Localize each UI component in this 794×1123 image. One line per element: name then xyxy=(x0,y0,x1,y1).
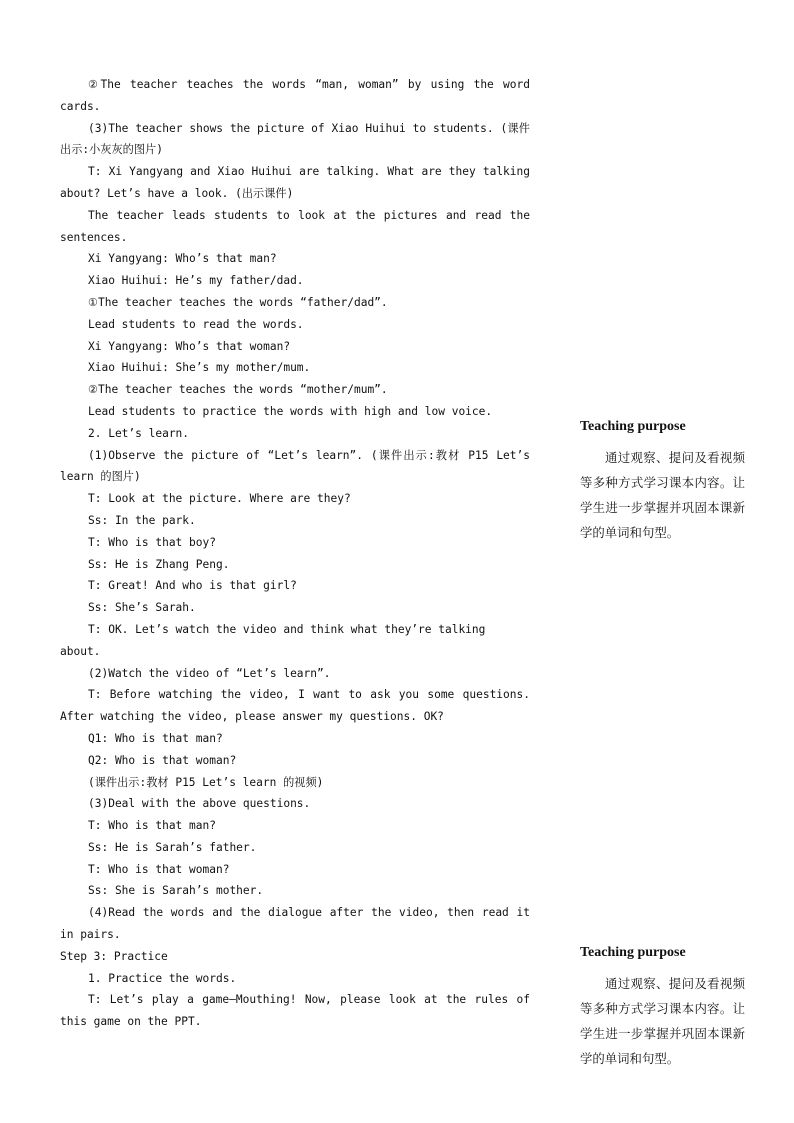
lesson-paragraph: Ss: He is Sarah’s father. xyxy=(88,840,257,854)
lesson-paragraph: T: Let’s play a game—Mouthing! Now, please look at the rules of this game on the PPT. xyxy=(60,993,530,1029)
lesson-paragraph: (2)Watch the video of “Let’s learn”. xyxy=(88,666,331,680)
lesson-paragraph: Ss: She is Sarah’s mother. xyxy=(88,884,264,898)
lesson-paragraph: T: Who is that man? xyxy=(88,819,216,833)
lesson-paragraph: ②The teacher teaches the words “man, woman” by using the word cards. xyxy=(60,78,530,113)
teaching-purpose-note xyxy=(580,945,745,1071)
lesson-paragraph: 2. Let’s learn. xyxy=(88,426,190,440)
lesson-paragraph: Xiao Huihui: She’s my mother/mum. xyxy=(88,361,311,375)
lesson-paragraph: Q2: Who is that woman? xyxy=(88,753,237,767)
lesson-paragraph: ②The teacher teaches the words “mother/mum”. xyxy=(88,383,388,397)
lesson-plan-body xyxy=(60,74,530,1033)
lesson-paragraph: Lead students to read the words. xyxy=(88,317,304,331)
lesson-paragraph: Xiao Huihui: He’s my father/dad. xyxy=(88,274,304,288)
lesson-paragraph: (4)Read the words and the dialogue after the video, then read it in pairs. xyxy=(60,906,530,942)
lesson-paragraph: The teacher leads students to look at the pictures and read the sentences. xyxy=(60,208,530,244)
lesson-paragraph: (3)Deal with the above questions. xyxy=(88,797,311,811)
lesson-paragraph: T: Who is that boy? xyxy=(88,535,216,549)
note-text: 通过观察、提问及看视频等多种方式学习课本内容。让学生进一步掌握并巩固本课新学的单词和句型。 xyxy=(580,450,745,540)
note-title: Teaching purpose xyxy=(580,419,686,434)
lesson-paragraph: Ss: He is Zhang Peng. xyxy=(88,557,230,571)
lesson-paragraph: Ss: She’s Sarah. xyxy=(88,601,196,615)
note-title: Teaching purpose xyxy=(580,945,686,960)
lesson-paragraph: T: Xi Yangyang and Xiao Huihui are talking. What are they talking about? Let’s have a look. (出示课件) xyxy=(60,165,530,200)
lesson-paragraph: 1. Practice the words. xyxy=(88,971,237,985)
lesson-paragraph: (1)Observe the picture of “Let’s learn”. (课件出示:教材 P15 Let’s learn 的图片) xyxy=(60,448,530,484)
lesson-paragraph: Q1: Who is that man? xyxy=(88,731,223,745)
lesson-paragraph: (课件出示:教材 P15 Let’s learn 的视频) xyxy=(88,775,324,789)
note-text: 通过观察、提问及看视频等多种方式学习课本内容。让学生进一步掌握并巩固本课新学的单词和句型。 xyxy=(580,976,745,1066)
lesson-paragraph: Step 3: Practice xyxy=(60,949,168,963)
lesson-paragraph: T: Before watching the video, I want to ask you some questions. After watching the video, please answer my questions. OK? xyxy=(60,688,530,724)
lesson-paragraph: ①The teacher teaches the words “father/dad”. xyxy=(88,295,388,309)
teaching-purpose-note xyxy=(580,419,745,545)
lesson-paragraph: Xi Yangyang: Who’s that woman? xyxy=(88,339,291,353)
lesson-paragraph: (3)The teacher shows the picture of Xiao Huihui to students. (课件出示:小灰灰的图片) xyxy=(60,121,530,157)
lesson-paragraph: Xi Yangyang: Who’s that man? xyxy=(88,252,277,266)
lesson-paragraph: T: Look at the picture. Where are they? xyxy=(88,492,351,506)
lesson-paragraph: T: Who is that woman? xyxy=(88,862,230,876)
lesson-paragraph: Lead students to practice the words with high and low voice. xyxy=(88,404,493,418)
lesson-paragraph: Ss: In the park. xyxy=(88,513,196,527)
lesson-paragraph: T: Great! And who is that girl? xyxy=(88,579,297,593)
lesson-paragraph: T: OK. Let’s watch the video and think what they’re talking about. xyxy=(60,622,486,658)
